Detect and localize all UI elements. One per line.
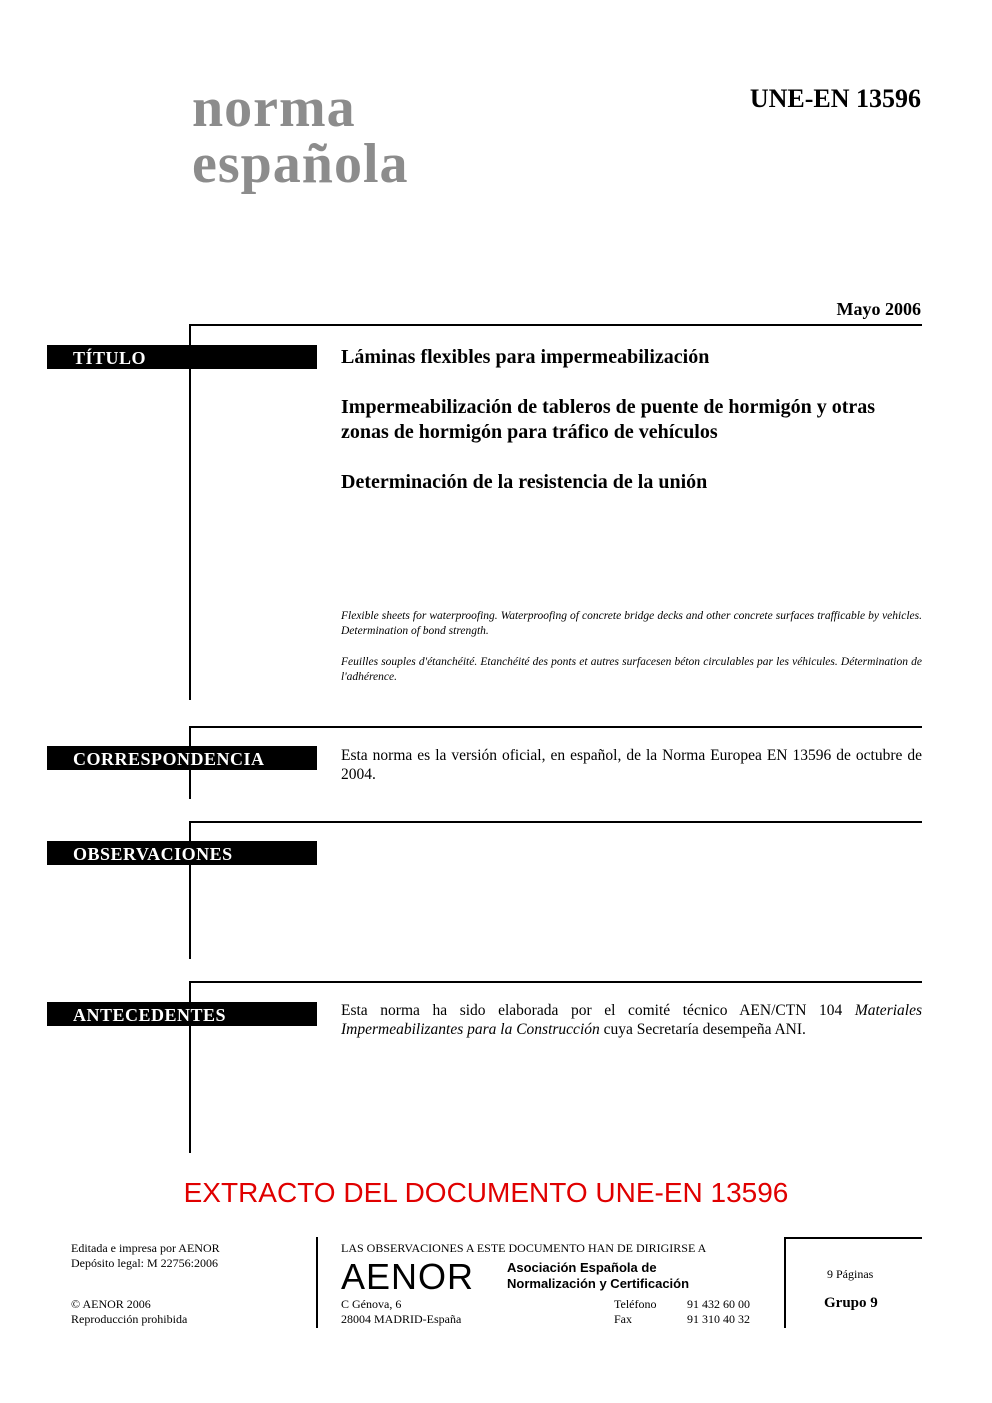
price-group: Grupo 9 — [824, 1295, 878, 1311]
section-label-antecedentes: ANTECEDENTES — [47, 1002, 317, 1026]
aenor-subtitle-line-1: Asociación Española de — [507, 1260, 657, 1275]
french-title: Feuilles souples d'étanchéité. Etanchéité des ponts et autres surfacesen béton circulables par les véhicules. Détermination de l'adhérence. — [341, 656, 922, 683]
antecedentes-text — [341, 1001, 922, 1039]
footer-address-street: C Génova, 6 — [341, 1297, 402, 1311]
section-label-titulo: TÍTULO — [47, 345, 317, 369]
brand-line-1: norma — [192, 77, 356, 139]
footer-phone-label: Teléfono — [614, 1297, 657, 1311]
aenor-logo: AENOR — [341, 1256, 475, 1297]
english-title: Flexible sheets for waterproofing. Waterproofing of concrete bridge decks and other concrete surfaces trafficable by vehicles. Determination of bond strength. — [341, 610, 922, 637]
footer-reproduction: Reproducción prohibida — [71, 1312, 188, 1326]
footer-fax-label: Fax — [614, 1312, 632, 1326]
section-divider-antecedentes — [189, 981, 922, 983]
section-divider-observaciones — [189, 821, 922, 823]
footer-deposit: Depósito legal: M 22756:2006 — [71, 1256, 218, 1270]
section-rule-titulo — [189, 324, 191, 700]
title-part: Determinación de la resistencia de la unión — [341, 471, 708, 493]
publication-date: Mayo 2006 — [836, 299, 921, 319]
title-main: Láminas flexibles para impermeabilización — [341, 346, 710, 368]
section-label-observaciones: OBSERVACIONES — [47, 841, 317, 865]
footer-observations-notice: LAS OBSERVACIONES A ESTE DOCUMENTO HAN DE DIRIGIRSE A — [341, 1241, 707, 1255]
correspondencia-text: Esta norma es la versión oficial, en español, de la Norma Europea EN 13596 de octubre de 2004. — [341, 747, 922, 783]
antecedentes-text-start: Esta norma ha sido elaborada por el comité técnico AEN/CTN 104 — [341, 1002, 855, 1019]
antecedentes-text-end: cuya Secretaría desempeña ANI. — [599, 1021, 806, 1038]
title-secondary: Impermeabilización de tableros de puente de hormigón y otras zonas de hormigón para tráfico de vehículos — [341, 396, 876, 443]
brand-title — [192, 77, 409, 195]
section-label-correspondencia: CORRESPONDENCIA — [47, 746, 317, 770]
footer-edited: Editada e impresa por AENOR — [71, 1241, 220, 1255]
footer-divider-left — [316, 1237, 318, 1328]
aenor-subtitle-line-2: Normalización y Certificación — [507, 1276, 690, 1291]
section-divider-titulo — [189, 324, 922, 326]
footer-box-top — [784, 1237, 922, 1239]
aenor-subtitle — [507, 1260, 689, 1292]
footer-phone: 91 432 60 00 — [687, 1297, 750, 1311]
extract-banner: EXTRACTO DEL DOCUMENTO UNE-EN 13596 — [183, 1177, 789, 1208]
antecedentes-committee-name: Materiales Impermeabilizantes para la Construcción — [341, 1002, 922, 1038]
brand-line-2: española — [192, 133, 409, 195]
standard-code: UNE-EN 13596 — [749, 84, 921, 113]
footer-fax: 91 310 40 32 — [687, 1312, 750, 1326]
footer-address-city: 28004 MADRID-España — [341, 1312, 462, 1326]
page-count: 9 Páginas — [827, 1267, 874, 1281]
footer-box-left — [784, 1237, 786, 1328]
section-divider-correspondencia — [189, 726, 922, 728]
footer-copyright: © AENOR 2006 — [71, 1297, 151, 1311]
